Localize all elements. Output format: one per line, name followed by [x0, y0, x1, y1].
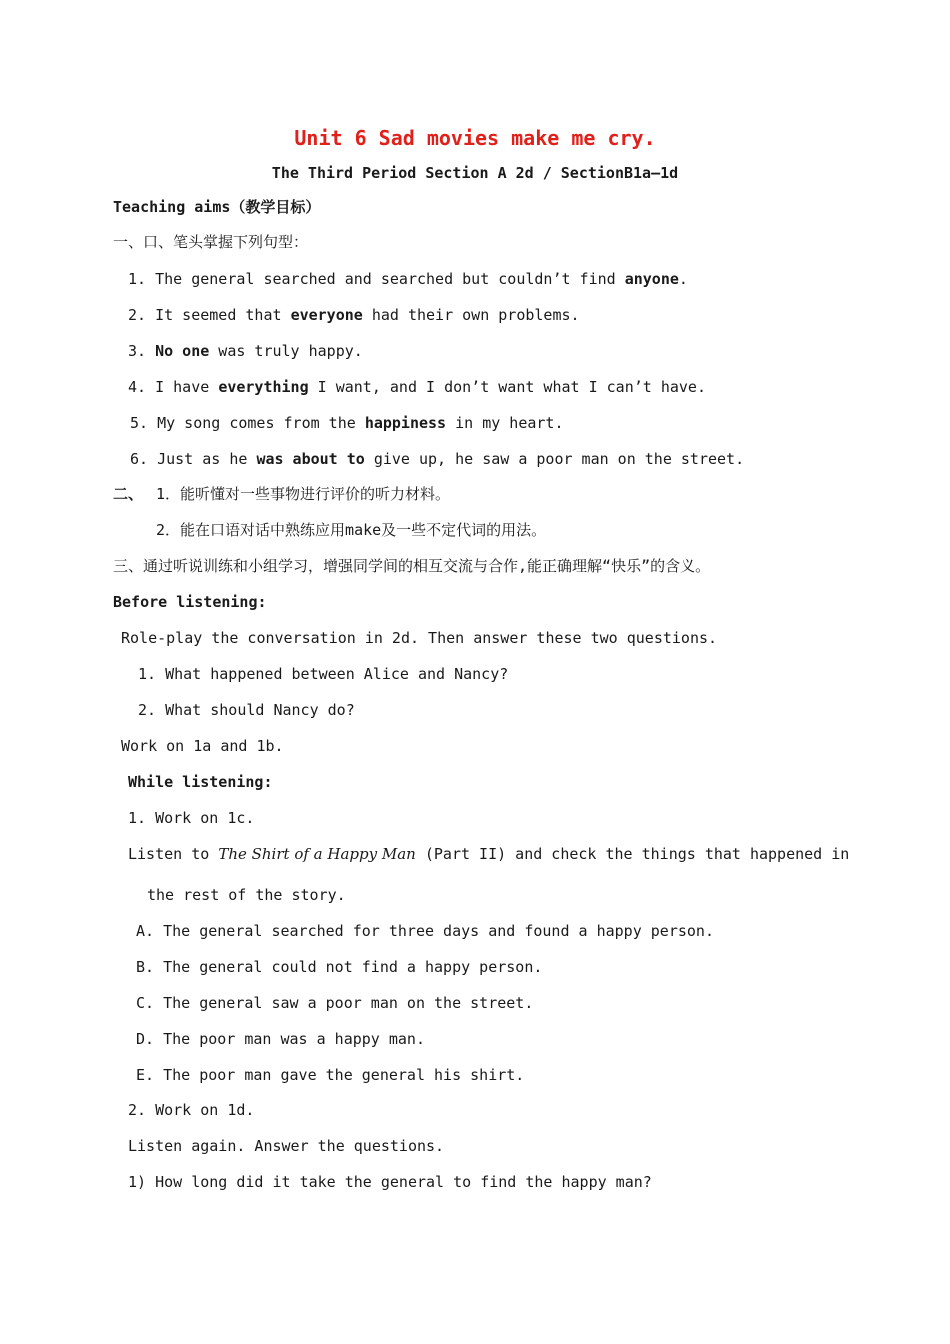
sentence-item: 2. It seemed that everyone had their own problems.: [128, 306, 580, 324]
page-subtitle: The Third Period Section A 2d / SectionB1a–1d: [271, 164, 679, 182]
aim2-label: 二、: [113, 485, 144, 503]
listen-1c-continuation: the rest of the story.: [147, 886, 346, 904]
before-question: 1. What happened between Alice and Nancy?: [138, 665, 509, 683]
aim3: 三、通过听说训练和小组学习，增强同学间的相互交流与合作,能正确理解“快乐”的含义。: [113, 557, 711, 575]
aims-heading: Teaching aims（教学目标）: [113, 198, 321, 216]
option-item: C. The general saw a poor man on the street.: [136, 994, 534, 1012]
aim2-item: 1．能听懂对一些事物进行评价的听力材料。: [156, 485, 451, 503]
before-heading: Before listening:: [113, 593, 267, 611]
before-text: Role-play the conversation in 2d. Then answer these two questions.: [121, 629, 718, 647]
work-1a: Work on 1a and 1b.: [121, 737, 284, 755]
work-1d: 2. Work on 1d.: [128, 1101, 255, 1119]
option-item: E. The poor man gave the general his shirt.: [136, 1066, 525, 1084]
sentence-item: 1. The general searched and searched but couldn’t find anyone.: [128, 270, 688, 288]
story-title: The Shirt of a Happy Man: [218, 845, 416, 863]
option-item: B. The general could not find a happy person.: [136, 958, 543, 976]
aim2-item: 2．能在口语对话中熟练应用make及一些不定代词的用法。: [156, 521, 547, 539]
before-question: 2. What should Nancy do?: [138, 701, 355, 719]
aim1-heading: 一、口、笔头掌握下列句型：: [113, 233, 309, 251]
listen-1c-instruction: Listen to The Shirt of a Happy Man (Part II) and check the things that happened in: [128, 845, 850, 863]
sentence-item: 5. My song comes from the happiness in my heart.: [130, 414, 564, 432]
sentence-item: 6. Just as he was about to give up, he saw a poor man on the street.: [130, 450, 745, 468]
listen-again: Listen again. Answer the questions.: [128, 1137, 445, 1155]
page-title: Unit 6 Sad movies make me cry.: [294, 126, 656, 150]
while-heading: While listening:: [128, 773, 273, 791]
sentence-item: 3. No one was truly happy.: [128, 342, 363, 360]
question-1: 1) How long did it take the general to find the happy man?: [128, 1173, 652, 1191]
option-item: D. The poor man was a happy man.: [136, 1030, 425, 1048]
work-1c: 1. Work on 1c.: [128, 809, 255, 827]
option-item: A. The general searched for three days and found a happy person.: [136, 922, 714, 940]
sentence-item: 4. I have everything I want, and I don’t want what I can’t have.: [128, 378, 706, 396]
